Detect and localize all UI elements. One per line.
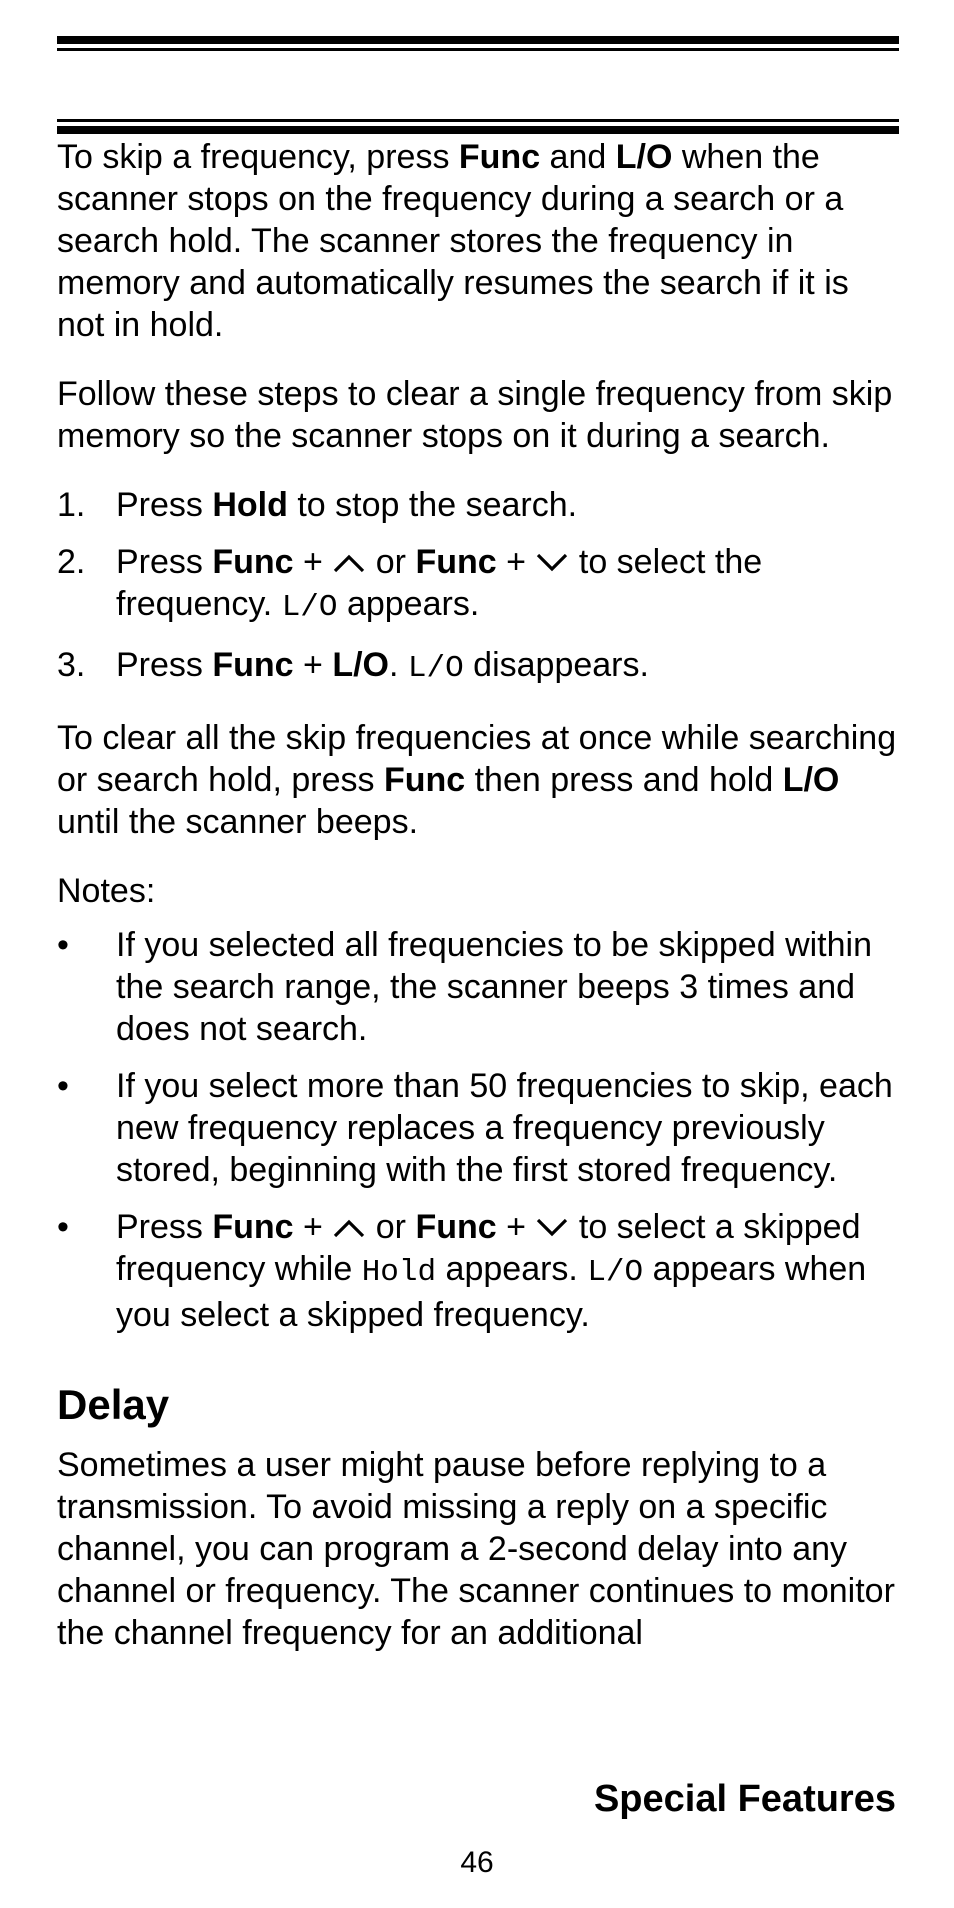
- list-item: • If you select more than 50 frequencies to skip, each new frequency replaces a frequency previously stored, beginning with the first stored frequency.: [57, 1067, 893, 1189]
- clear-steps-intro: Follow these steps to clear a single frequency from skip memory so the scanner stops on it during a search.: [57, 375, 893, 455]
- skip-intro-paragraph: To skip a frequency, press Func and L/O when the scanner stops on the frequency during a search or a search hold. The scanner stores the frequency in memory and automatically resumes the search if it is not in hold.: [57, 138, 849, 344]
- chevron-up-icon: [332, 551, 366, 575]
- header-rule-thin: [57, 119, 899, 122]
- notes-list: [57, 924, 899, 1336]
- list-item: 1. Press Hold to stop the search.: [57, 486, 578, 524]
- chevron-up-icon: [332, 1216, 366, 1240]
- notes-label: Notes:: [57, 872, 156, 910]
- top-rule-thick: [57, 36, 899, 44]
- page-content: [57, 136, 899, 1681]
- page-number: 46: [460, 1846, 494, 1879]
- steps-list: [57, 484, 899, 690]
- chevron-down-icon: [535, 551, 569, 575]
- list-item: 2. Press Func + or Func + to select the frequency. L/O appears.: [57, 543, 763, 625]
- delay-heading: Delay: [57, 1381, 170, 1428]
- chevron-down-icon: [535, 1216, 569, 1240]
- list-item: 3. Press Func + L/O. L/O disappears.: [57, 646, 649, 686]
- clear-all-paragraph: To clear all the skip frequencies at once while searching or search hold, press Func then press and hold L/O until the scanner beeps.: [57, 719, 897, 841]
- top-rule-thin: [57, 48, 899, 51]
- header-rule-thick: [57, 126, 899, 134]
- list-item: • If you selected all frequencies to be skipped within the search range, the scanner beeps 3 times and does not search.: [57, 926, 873, 1048]
- delay-paragraph: Sometimes a user might pause before replying to a transmission. To avoid missing a reply on a specific channel, you can program a 2-second delay into any channel or frequency. The scanner continues to monitor the channel frequency for an additional: [57, 1446, 895, 1652]
- list-item: • Press Func + or Func + to select a skipped frequency while Hold appears. L/O appears when you select a skipped frequency.: [57, 1208, 867, 1334]
- section-title-footer: Special Features: [593, 1778, 896, 1820]
